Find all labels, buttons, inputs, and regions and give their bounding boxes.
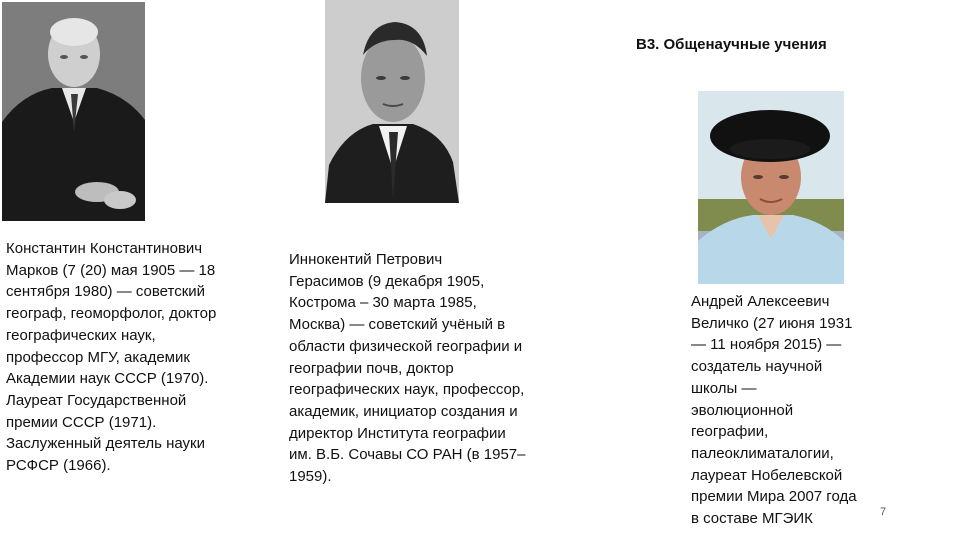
- caption-markov: Константин Константинович Марков (7 (20) мая 1905 — 18 сентября 1980) — советский географ, геоморфолог, доктор географических наук, профессор МГУ, академик Академии наук СССР (1970). Лауреат Государственной премии СССР (1971). Заслуженный деятель науки РСФСР (1966).: [6, 240, 217, 475]
- caption-velichko: Андрей Алексеевич Величко (27 июня 1931 — 11 ноября 2015) — создатель научной школы — эволюционной географии, палеоклиматалогии, лауреат Нобелевской премии Мира 2007 года в составе МГЭИК: [691, 293, 857, 528]
- portrait-gerasimov: [325, 0, 459, 203]
- portrait-markov: [2, 2, 145, 221]
- portrait-velichko: [698, 91, 844, 284]
- page-number: 7: [880, 506, 887, 518]
- slide-title: В3. Общенаучные учения: [636, 36, 827, 53]
- caption-gerasimov: Иннокентий Петрович Герасимов (9 декабря 1905, Кострома – 30 марта 1985, Москва) — советский учёный в области физической географии и географии почв, доктор географических наук, профессор, академик, инициатор создания и директор Института географии им. В.Б. Сочавы СО РАН (в 1957– 1959).: [289, 251, 526, 486]
